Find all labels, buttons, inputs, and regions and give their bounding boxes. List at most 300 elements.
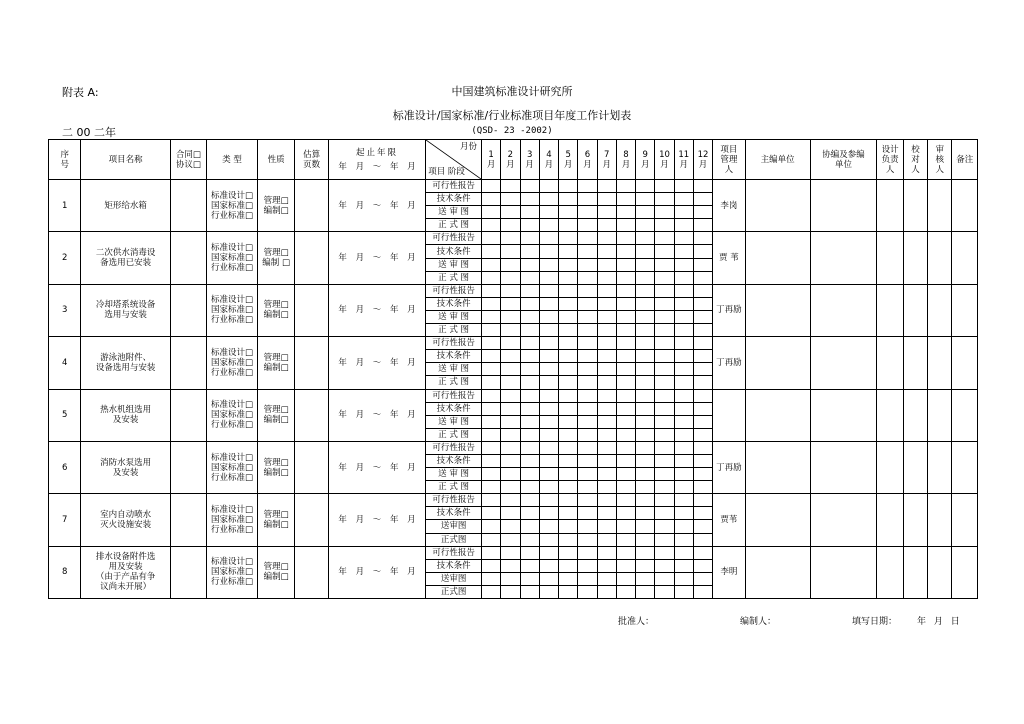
- month-cell: [539, 428, 558, 441]
- row-stage: 正式图: [426, 585, 482, 598]
- row-remarks: [952, 284, 978, 336]
- month-cell: [578, 507, 597, 520]
- month-cell: [539, 520, 558, 533]
- month-cell: [693, 284, 712, 297]
- month-cell: [597, 363, 616, 376]
- month-cell: [559, 494, 578, 507]
- month-cell: [655, 572, 674, 585]
- row-pages: [295, 180, 328, 232]
- row-contract: [170, 337, 207, 389]
- document-title: 标准设计/国家标准/行业标准项目年度工作计划表: [392, 109, 632, 122]
- month-cell: [693, 206, 712, 219]
- row-period: 年 月 ～ 年 月: [328, 441, 425, 493]
- month-cell: [636, 232, 655, 245]
- col-pages: 估算 页数: [295, 140, 328, 180]
- month-cell: [616, 428, 635, 441]
- row-name: 二次供水消毒设 备选用已安装: [81, 232, 170, 284]
- month-cell: [674, 245, 693, 258]
- organization-name: 中国建筑标准设计研究所: [451, 85, 573, 98]
- month-cell: [578, 219, 597, 232]
- row-stage: 可行性报告: [426, 232, 482, 245]
- row-type: 标准设计□ 国家标准□ 行业标准□: [207, 389, 258, 441]
- row-period: 年 月 ～ 年 月: [328, 546, 425, 598]
- month-cell: [539, 389, 558, 402]
- month-cell: [481, 415, 500, 428]
- row-stage: 正 式 图: [426, 324, 482, 337]
- month-cell: [520, 468, 539, 481]
- row-remarks: [952, 180, 978, 232]
- month-cell: [655, 284, 674, 297]
- month-cell: [520, 350, 539, 363]
- month-cell: [597, 271, 616, 284]
- month-cell: [674, 337, 693, 350]
- month-cell: [636, 428, 655, 441]
- row-stage: 可行性报告: [426, 546, 482, 559]
- month-cell: [539, 324, 558, 337]
- month-cell: [559, 376, 578, 389]
- row-seq: 8: [49, 546, 81, 598]
- month-cell: [636, 245, 655, 258]
- month-cell: [481, 494, 500, 507]
- month-cell: [674, 481, 693, 494]
- month-cell: [501, 454, 520, 467]
- row-stage: 送 审 图: [426, 415, 482, 428]
- month-cell: [539, 193, 558, 206]
- col-type: 类 型: [207, 140, 258, 180]
- month-cell: [481, 180, 500, 193]
- row-nature: 管理□ 编制□: [257, 180, 295, 232]
- month-cell: [655, 559, 674, 572]
- month-cell: [539, 441, 558, 454]
- month-cell: [501, 507, 520, 520]
- month-cell: [674, 297, 693, 310]
- month-cell: [501, 271, 520, 284]
- month-cell: [616, 481, 635, 494]
- row-reviewer: [928, 441, 952, 493]
- row-nature: 管理□ 编制 □: [257, 232, 295, 284]
- row-nature: 管理□ 编制□: [257, 284, 295, 336]
- month-cell: [539, 310, 558, 323]
- month-cell: [674, 324, 693, 337]
- row-reviewer: [928, 546, 952, 598]
- month-cell: [520, 206, 539, 219]
- col-co-unit: 协编及参编 单位: [810, 140, 877, 180]
- month-cell: [636, 310, 655, 323]
- month-cell: [636, 507, 655, 520]
- month-cell: [674, 468, 693, 481]
- month-cell: [655, 507, 674, 520]
- document-code: (QSD- 23 -2002): [471, 126, 553, 136]
- month-cell: [636, 468, 655, 481]
- row-designer: [877, 180, 903, 232]
- month-cell: [578, 271, 597, 284]
- month-cell: [559, 310, 578, 323]
- row-pages: [295, 232, 328, 284]
- month-cell: [636, 402, 655, 415]
- month-cell: [597, 297, 616, 310]
- month-cell: [578, 245, 597, 258]
- month-cell: [674, 219, 693, 232]
- month-cell: [539, 533, 558, 546]
- row-co-unit: [810, 494, 877, 546]
- month-cell: [655, 415, 674, 428]
- month-cell: [559, 297, 578, 310]
- month-cell: [597, 402, 616, 415]
- month-cell: [501, 310, 520, 323]
- col-designer: 设计 负责 人: [877, 140, 903, 180]
- month-cell: [520, 271, 539, 284]
- month-cell: [539, 219, 558, 232]
- month-cell: [597, 376, 616, 389]
- month-cell: [616, 507, 635, 520]
- month-cell: [655, 533, 674, 546]
- row-reviewer: [928, 232, 952, 284]
- month-cell: [520, 232, 539, 245]
- month-cell: [655, 363, 674, 376]
- month-cell: [559, 559, 578, 572]
- row-stage: 正 式 图: [426, 428, 482, 441]
- month-cell: [559, 415, 578, 428]
- month-cell: [655, 219, 674, 232]
- month-cell: [559, 481, 578, 494]
- month-cell: [655, 232, 674, 245]
- row-editor-unit: [745, 494, 810, 546]
- col-seq: 序 号: [49, 140, 81, 180]
- month-cell: [655, 402, 674, 415]
- month-cell: [636, 389, 655, 402]
- month-cell: [693, 585, 712, 598]
- month-cell: [693, 481, 712, 494]
- row-editor-unit: [745, 284, 810, 336]
- month-cell: [539, 481, 558, 494]
- month-cell: [655, 428, 674, 441]
- month-cell: [481, 324, 500, 337]
- month-cell: [674, 376, 693, 389]
- month-cell: [520, 428, 539, 441]
- month-cell: [481, 468, 500, 481]
- row-manager: 贾 苇: [713, 232, 745, 284]
- month-cell: [693, 494, 712, 507]
- month-cell: [636, 206, 655, 219]
- month-cell: [655, 310, 674, 323]
- month-cell: [674, 258, 693, 271]
- row-stage: 技术条件: [426, 559, 482, 572]
- month-cell: [616, 363, 635, 376]
- month-cell: [520, 180, 539, 193]
- month-cell: [674, 494, 693, 507]
- month-cell: [636, 454, 655, 467]
- month-cell: [501, 415, 520, 428]
- row-designer: [877, 441, 903, 493]
- row-checker: [903, 284, 927, 336]
- row-period: 年 月 ～ 年 月: [328, 337, 425, 389]
- row-contract: [170, 389, 207, 441]
- month-cell: [597, 520, 616, 533]
- month-cell: [636, 297, 655, 310]
- row-nature: 管理□ 编制□: [257, 546, 295, 598]
- row-remarks: [952, 546, 978, 598]
- month-cell: [674, 206, 693, 219]
- row-co-unit: [810, 284, 877, 336]
- header-row: [49, 140, 978, 180]
- month-cell: [578, 481, 597, 494]
- row-editor-unit: [745, 337, 810, 389]
- row-contract: [170, 180, 207, 232]
- month-cell: [578, 376, 597, 389]
- month-cell: [693, 219, 712, 232]
- row-seq: 5: [49, 389, 81, 441]
- col-stage-diagonal: [426, 140, 482, 180]
- month-cell: [674, 389, 693, 402]
- month-cell: [636, 441, 655, 454]
- diag-month-label: 月份: [459, 142, 477, 152]
- month-cell: [655, 245, 674, 258]
- month-cell: [616, 206, 635, 219]
- month-cell: [616, 402, 635, 415]
- month-cell: [674, 546, 693, 559]
- month-cell: [636, 533, 655, 546]
- month-cell: [655, 297, 674, 310]
- row-reviewer: [928, 494, 952, 546]
- month-cell: [578, 363, 597, 376]
- col-nature: 性质: [257, 140, 295, 180]
- col-month-12: 12 月: [693, 140, 712, 180]
- month-cell: [539, 572, 558, 585]
- row-stage: 技术条件: [426, 297, 482, 310]
- row-stage: 送 审 图: [426, 310, 482, 323]
- row-contract: [170, 546, 207, 598]
- row-editor-unit: [745, 441, 810, 493]
- row-stage: 送审图: [426, 520, 482, 533]
- row-stage: 正 式 图: [426, 219, 482, 232]
- month-cell: [520, 533, 539, 546]
- month-cell: [655, 468, 674, 481]
- month-cell: [655, 258, 674, 271]
- row-manager: 丁再励: [713, 441, 745, 493]
- month-cell: [636, 271, 655, 284]
- month-cell: [520, 415, 539, 428]
- month-cell: [674, 559, 693, 572]
- table-row: [49, 546, 978, 559]
- month-cell: [481, 219, 500, 232]
- row-stage: 正 式 图: [426, 376, 482, 389]
- row-editor-unit: [745, 180, 810, 232]
- month-cell: [655, 494, 674, 507]
- month-cell: [501, 494, 520, 507]
- month-cell: [693, 441, 712, 454]
- month-cell: [655, 520, 674, 533]
- month-cell: [616, 232, 635, 245]
- row-checker: [903, 180, 927, 232]
- row-reviewer: [928, 284, 952, 336]
- month-cell: [520, 546, 539, 559]
- month-cell: [578, 494, 597, 507]
- row-contract: [170, 494, 207, 546]
- row-reviewer: [928, 180, 952, 232]
- row-checker: [903, 389, 927, 441]
- month-cell: [674, 284, 693, 297]
- month-cell: [693, 193, 712, 206]
- month-cell: [481, 454, 500, 467]
- month-cell: [693, 232, 712, 245]
- month-cell: [481, 481, 500, 494]
- month-cell: [481, 271, 500, 284]
- month-cell: [578, 441, 597, 454]
- month-cell: [578, 546, 597, 559]
- month-cell: [616, 572, 635, 585]
- month-cell: [481, 546, 500, 559]
- month-cell: [578, 428, 597, 441]
- month-cell: [539, 585, 558, 598]
- month-cell: [616, 350, 635, 363]
- month-cell: [501, 376, 520, 389]
- col-month-5: 5 月: [559, 140, 578, 180]
- month-cell: [616, 310, 635, 323]
- month-cell: [539, 284, 558, 297]
- row-period: 年 月 ～ 年 月: [328, 494, 425, 546]
- month-cell: [481, 193, 500, 206]
- month-cell: [616, 454, 635, 467]
- table-row: [49, 494, 978, 507]
- month-cell: [616, 546, 635, 559]
- month-cell: [636, 258, 655, 271]
- row-manager: 李明: [713, 546, 745, 598]
- row-name: 排水设备附件选 用及安装 （由于产品有争 议尚未开展）: [81, 546, 170, 598]
- month-cell: [481, 310, 500, 323]
- month-cell: [674, 454, 693, 467]
- month-cell: [655, 180, 674, 193]
- month-cell: [578, 310, 597, 323]
- month-cell: [481, 585, 500, 598]
- month-cell: [674, 350, 693, 363]
- month-cell: [520, 337, 539, 350]
- month-cell: [501, 350, 520, 363]
- month-cell: [597, 350, 616, 363]
- month-cell: [636, 546, 655, 559]
- month-cell: [559, 389, 578, 402]
- month-cell: [693, 572, 712, 585]
- month-cell: [481, 376, 500, 389]
- month-cell: [501, 559, 520, 572]
- row-designer: [877, 337, 903, 389]
- row-stage: 送 审 图: [426, 468, 482, 481]
- col-month-6: 6 月: [578, 140, 597, 180]
- month-cell: [501, 533, 520, 546]
- month-cell: [655, 271, 674, 284]
- month-cell: [559, 206, 578, 219]
- row-stage: 送 审 图: [426, 363, 482, 376]
- plan-year: 二 00 二年: [62, 126, 116, 139]
- month-cell: [520, 572, 539, 585]
- col-period: [328, 140, 425, 180]
- month-cell: [520, 376, 539, 389]
- row-editor-unit: [745, 546, 810, 598]
- month-cell: [636, 324, 655, 337]
- month-cell: [559, 258, 578, 271]
- month-cell: [539, 376, 558, 389]
- month-cell: [578, 258, 597, 271]
- month-cell: [559, 468, 578, 481]
- month-cell: [616, 389, 635, 402]
- row-name: 热水机组选用 及安装: [81, 389, 170, 441]
- month-cell: [674, 310, 693, 323]
- work-plan-table: [48, 139, 978, 599]
- row-co-unit: [810, 232, 877, 284]
- month-cell: [539, 494, 558, 507]
- month-cell: [636, 193, 655, 206]
- month-cell: [616, 180, 635, 193]
- row-stage: 可行性报告: [426, 389, 482, 402]
- row-type: 标准设计□ 国家标准□ 行业标准□: [207, 441, 258, 493]
- month-cell: [520, 219, 539, 232]
- month-cell: [520, 363, 539, 376]
- table-row: [49, 389, 978, 402]
- month-cell: [578, 180, 597, 193]
- month-cell: [636, 572, 655, 585]
- row-stage: 技术条件: [426, 454, 482, 467]
- month-cell: [616, 415, 635, 428]
- month-cell: [578, 454, 597, 467]
- month-cell: [616, 337, 635, 350]
- month-cell: [501, 520, 520, 533]
- month-cell: [693, 389, 712, 402]
- row-contract: [170, 284, 207, 336]
- month-cell: [674, 572, 693, 585]
- month-cell: [597, 284, 616, 297]
- month-cell: [559, 350, 578, 363]
- row-seq: 1: [49, 180, 81, 232]
- month-cell: [693, 468, 712, 481]
- diag-stage-label: 项目 阶段: [428, 167, 465, 177]
- month-cell: [501, 180, 520, 193]
- month-cell: [578, 297, 597, 310]
- month-cell: [501, 206, 520, 219]
- month-cell: [578, 337, 597, 350]
- row-co-unit: [810, 337, 877, 389]
- month-cell: [559, 232, 578, 245]
- month-cell: [539, 232, 558, 245]
- month-cell: [693, 363, 712, 376]
- month-cell: [539, 337, 558, 350]
- row-pages: [295, 494, 328, 546]
- row-designer: [877, 546, 903, 598]
- month-cell: [501, 585, 520, 598]
- row-pages: [295, 337, 328, 389]
- month-cell: [501, 481, 520, 494]
- month-cell: [655, 337, 674, 350]
- compiler-label: 编制人：: [740, 617, 777, 627]
- month-cell: [674, 507, 693, 520]
- row-seq: 6: [49, 441, 81, 493]
- month-cell: [481, 337, 500, 350]
- month-cell: [597, 232, 616, 245]
- month-cell: [539, 546, 558, 559]
- row-stage: 正 式 图: [426, 271, 482, 284]
- month-cell: [520, 389, 539, 402]
- month-cell: [578, 415, 597, 428]
- table-row: [49, 232, 978, 245]
- month-cell: [481, 245, 500, 258]
- col-checker: 校 对 人: [903, 140, 927, 180]
- month-cell: [539, 206, 558, 219]
- month-cell: [539, 454, 558, 467]
- month-cell: [693, 180, 712, 193]
- month-cell: [578, 533, 597, 546]
- month-cell: [693, 454, 712, 467]
- month-cell: [578, 402, 597, 415]
- month-cell: [636, 363, 655, 376]
- month-cell: [520, 193, 539, 206]
